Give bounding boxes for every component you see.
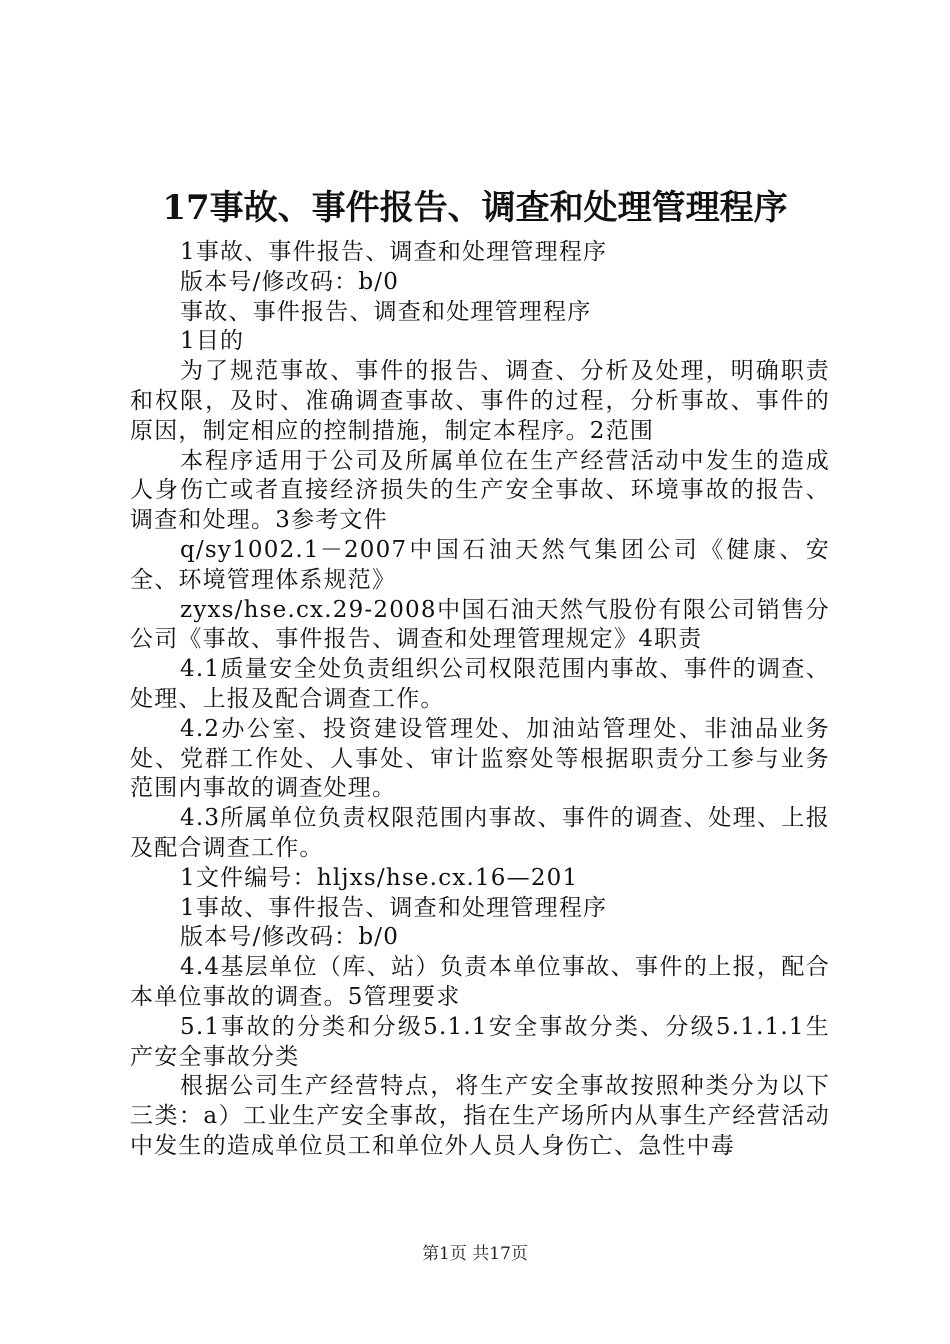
paragraph: 4.2办公室、投资建设管理处、加油站管理处、非油品业务处、党群工作处、人事处、审计监察处等根据职责分工参与业务范围内事故的调查处理。: [130, 715, 830, 802]
paragraph: zyxs/hse.cx.29-2008中国石油天然气股份有限公司销售分公司《事故、事件报告、调查和处理管理规定》4职责: [130, 596, 830, 653]
paragraph: 版本号/修改码：b/0: [180, 268, 400, 295]
paragraph: 4.1质量安全处负责组织公司权限范围内事故、事件的调查、处理、上报及配合调查工作。: [130, 656, 830, 712]
paragraph: 1事故、事件报告、调查和处理管理程序: [180, 894, 608, 921]
paragraph: 4.4基层单位（库、站）负责本单位事故、事件的上报，配合本单位事故的调查。5管理要求: [130, 954, 830, 1010]
paragraph: 1目的: [180, 328, 245, 355]
paragraph: 本程序适用于公司及所属单位在生产经营活动中发生的造成人身伤亡或者直接经济损失的生产安全事故、环境事故的报告、调查和处理。3参考文件: [130, 447, 830, 534]
document-title: 17事故、事件报告、调查和处理管理程序: [162, 188, 788, 228]
paragraph: 根据公司生产经营特点，将生产安全事故按照种类分为以下三类：a）工业生产安全事故，指在生产场所内从事生产经营活动中发生的造成单位员工和单位外人员人身伤亡、急性中毒: [130, 1073, 830, 1159]
paragraph: 事故、事件报告、调查和处理管理程序: [180, 298, 592, 325]
paragraph: 4.3所属单位负责权限范围内事故、事件的调查、处理、上报及配合调查工作。: [130, 805, 830, 861]
paragraph: 为了规范事故、事件的报告、调查、分析及处理，明确职责和权限，及时、准确调查事故、事件的过程，分析事故、事件的原因，制定相应的控制措施，制定本程序。2范围: [130, 358, 830, 444]
document-body: [130, 238, 830, 1162]
paragraph: q/sy1002.1－2007中国石油天然气集团公司《健康、安全、环境管理体系规范》: [130, 536, 830, 593]
paragraph: 1事故、事件报告、调查和处理管理程序: [180, 239, 608, 265]
page-number-footer: 第1页 共17页: [422, 1244, 528, 1264]
paragraph: 1文件编号：hljxs/hse.cx.16—201: [180, 864, 579, 891]
paragraph: 5.1事故的分类和分级5.1.1安全事故分类、分级5.1.1.1生产安全事故分类: [130, 1013, 830, 1070]
paragraph: 版本号/修改码：b/0: [180, 924, 400, 951]
